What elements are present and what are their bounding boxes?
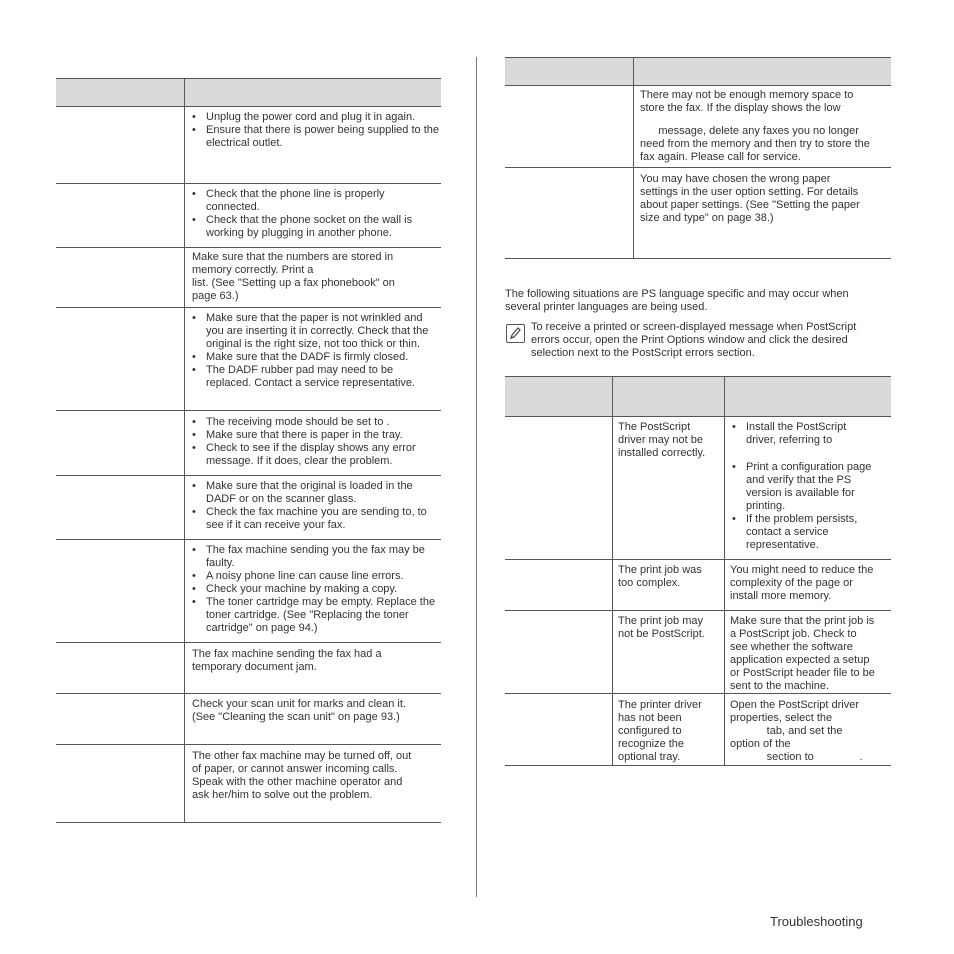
ps-solution-cell: [730, 564, 890, 603]
text-line: The print job may: [618, 615, 703, 627]
text-line: message, delete any faxes you no longer: [640, 125, 859, 137]
text-line: Make sure that the numbers are stored in: [192, 251, 394, 263]
ps-cause-cell: [618, 564, 722, 590]
text-line: settings in the user option setting. For details: [640, 186, 859, 198]
footer-section-label: Troubleshooting: [770, 914, 863, 929]
divider: [56, 410, 441, 411]
text-line: sent to the machine.: [730, 680, 830, 692]
divider: [56, 822, 441, 823]
text-line: install more memory.: [730, 590, 832, 602]
divider: [505, 559, 891, 560]
table-row: [192, 251, 440, 303]
list-item: • Check that the phone line is properly connected.: [190, 188, 440, 214]
divider: [505, 416, 891, 417]
note-pencil-icon: [506, 324, 525, 343]
page-column-divider: [476, 57, 477, 897]
text-line: tab, and set the: [730, 725, 843, 737]
ps-solution-cell: [730, 421, 890, 552]
text-line: and verify that the PS: [746, 474, 852, 486]
text-line: Make sure that the print job is: [730, 615, 875, 627]
text-line: list. (See "Setting up a fax phonebook" on: [192, 277, 395, 289]
text-line: size and type" on page 38.): [640, 212, 774, 224]
column-divider: [724, 376, 725, 765]
table-row: [192, 750, 440, 802]
text-line: The printer driver: [618, 699, 702, 711]
text-line: Open the PostScript driver: [730, 699, 860, 711]
text-line: There may not be enough memory space to: [640, 89, 854, 101]
text-line: recognize the: [618, 738, 685, 750]
list-item: • The toner cartridge may be empty. Replace the toner cartridge. (See "Replacing the toner cartridge" on page 94.): [190, 596, 440, 635]
left-table-header: [56, 78, 441, 106]
divider: [505, 167, 891, 168]
divider: [56, 183, 441, 184]
table-row: [190, 480, 440, 532]
list-item: • Make sure that the original is loaded in the DADF or on the scanner glass.: [190, 480, 440, 506]
list-item: • The receiving mode should be set to .: [190, 416, 440, 429]
text-line: configured to: [618, 725, 682, 737]
text-line: of paper, or cannot answer incoming calls.: [192, 763, 398, 775]
column-divider: [612, 376, 613, 765]
text-line: a PostScript job. Check to: [730, 628, 857, 640]
divider: [505, 610, 891, 611]
text-line: The other fax machine may be turned off, out: [192, 750, 412, 762]
list-item: • Check your machine by making a copy.: [190, 583, 440, 596]
list-item: • Ensure that there is power being supplied to the electrical outlet.: [190, 124, 440, 150]
text-line: contact a service: [746, 526, 829, 538]
divider: [56, 247, 441, 248]
text-line: has not been: [618, 712, 682, 724]
text-line: (See "Cleaning the scan unit" on page 93.): [192, 711, 400, 723]
right-table-header: [505, 57, 891, 85]
divider: [56, 744, 441, 745]
list-item: • The DADF rubber pad may need to be replaced. Contact a service representative.: [190, 364, 440, 390]
text-line: Check your scan unit for marks and clean it.: [192, 698, 406, 710]
divider: [505, 376, 891, 377]
table-row: [192, 648, 440, 674]
text-line: memory correctly. Print a: [192, 264, 314, 276]
text-line: You might need to reduce the: [730, 564, 874, 576]
text-line: • If the problem persists,: [746, 513, 858, 525]
text-line: version is available for: [746, 487, 855, 499]
text-line: You may have chosen the wrong paper: [640, 173, 831, 185]
text-line: The print job was: [618, 564, 702, 576]
text-line: properties, select the: [730, 712, 833, 724]
text-line: not be PostScript.: [618, 628, 705, 640]
list-item: • Check the fax machine you are sending to, to see if it can receive your fax.: [190, 506, 440, 532]
text-line: store the fax. If the display shows the low: [640, 102, 841, 114]
text-line: selection next to the PostScript errors section.: [531, 347, 755, 359]
divider: [505, 765, 891, 766]
list-item: • Unplug the power cord and plug it in again.: [190, 111, 440, 124]
ps-cause-cell: [618, 615, 722, 641]
text-line: option of the: [730, 738, 791, 750]
divider: [56, 307, 441, 308]
text-line: fax again. Please call for service.: [640, 151, 801, 163]
text-line: section to .: [730, 751, 863, 763]
list-item: • Check to see if the display shows any error message. If it does, clear the problem.: [190, 442, 440, 468]
divider: [56, 539, 441, 540]
table-row: [190, 111, 440, 150]
ps-cause-cell: [618, 699, 722, 764]
text-line: The fax machine sending the fax had a: [192, 648, 382, 660]
text-line: complexity of the page or: [730, 577, 853, 589]
text-line: The following situations are PS language specific and may occur when: [505, 288, 849, 300]
text-line: • Print a configuration page: [746, 461, 872, 473]
table-row: [190, 312, 440, 390]
ps-table-header: [505, 376, 891, 416]
list-item: [730, 421, 890, 461]
list-item: • Make sure that there is paper in the tray.: [190, 429, 440, 442]
list-item: • Make sure that the paper is not wrinkled and you are inserting it in correctly. Check that the original is the right size, not too thick or thin.: [190, 312, 440, 351]
ps-solution-cell: [730, 615, 890, 693]
text-line: driver, referring to: [746, 434, 833, 446]
divider: [56, 642, 441, 643]
ps-solution-cell: [730, 699, 890, 764]
text-line: optional tray.: [618, 751, 681, 763]
text-line: [640, 115, 890, 125]
text-line: The PostScript: [618, 421, 691, 433]
text-line: need from the memory and then try to store the: [640, 138, 870, 150]
divider: [505, 85, 891, 86]
ps-cause-cell: [618, 421, 722, 460]
divider: [505, 57, 891, 58]
table-row: [190, 188, 440, 240]
text-line: about paper settings. (See "Setting the paper: [640, 199, 860, 211]
text-line: To receive a printed or screen-displayed message when PostScript: [531, 321, 857, 333]
column-divider: [184, 78, 185, 822]
table-row: [190, 416, 440, 468]
list-item: [730, 513, 890, 552]
list-item: • Make sure that the DADF is firmly closed.: [190, 351, 440, 364]
text-line: several printer languages are being used.: [505, 301, 708, 313]
text-line: ask her/him to solve out the problem.: [192, 789, 373, 801]
divider: [505, 258, 891, 259]
text-line: driver may not be: [618, 434, 703, 446]
table-row: [190, 544, 440, 635]
table-row: [192, 698, 440, 724]
text-line: see whether the software: [730, 641, 853, 653]
text-line: page 63.): [192, 290, 239, 302]
divider: [56, 475, 441, 476]
divider: [56, 78, 441, 79]
table-row: [640, 173, 890, 225]
text-line: installed correctly.: [618, 447, 706, 459]
text-line: errors occur, open the Print Options window and click the desired: [531, 334, 848, 346]
text-line: too complex.: [618, 577, 681, 589]
note-text: [531, 321, 891, 360]
text-line: representative.: [746, 539, 819, 551]
list-item: • Check that the phone socket on the wall is working by plugging in another phone.: [190, 214, 440, 240]
text-line: printing.: [746, 500, 786, 512]
ps-intro-paragraph: [505, 288, 895, 314]
table-row: [640, 89, 890, 164]
text-line: Speak with the other machine operator and: [192, 776, 403, 788]
list-item: • A noisy phone line can cause line errors.: [190, 570, 440, 583]
divider: [505, 693, 891, 694]
text-line: • Install the PostScript: [746, 421, 847, 433]
text-line: temporary document jam.: [192, 661, 317, 673]
text-line: application expected a setup: [730, 654, 870, 666]
list-item: [730, 461, 890, 513]
list-item: • The fax machine sending you the fax may be faulty.: [190, 544, 440, 570]
divider: [56, 106, 441, 107]
divider: [56, 693, 441, 694]
column-divider: [633, 57, 634, 258]
text-line: or PostScript header file to be: [730, 667, 875, 679]
